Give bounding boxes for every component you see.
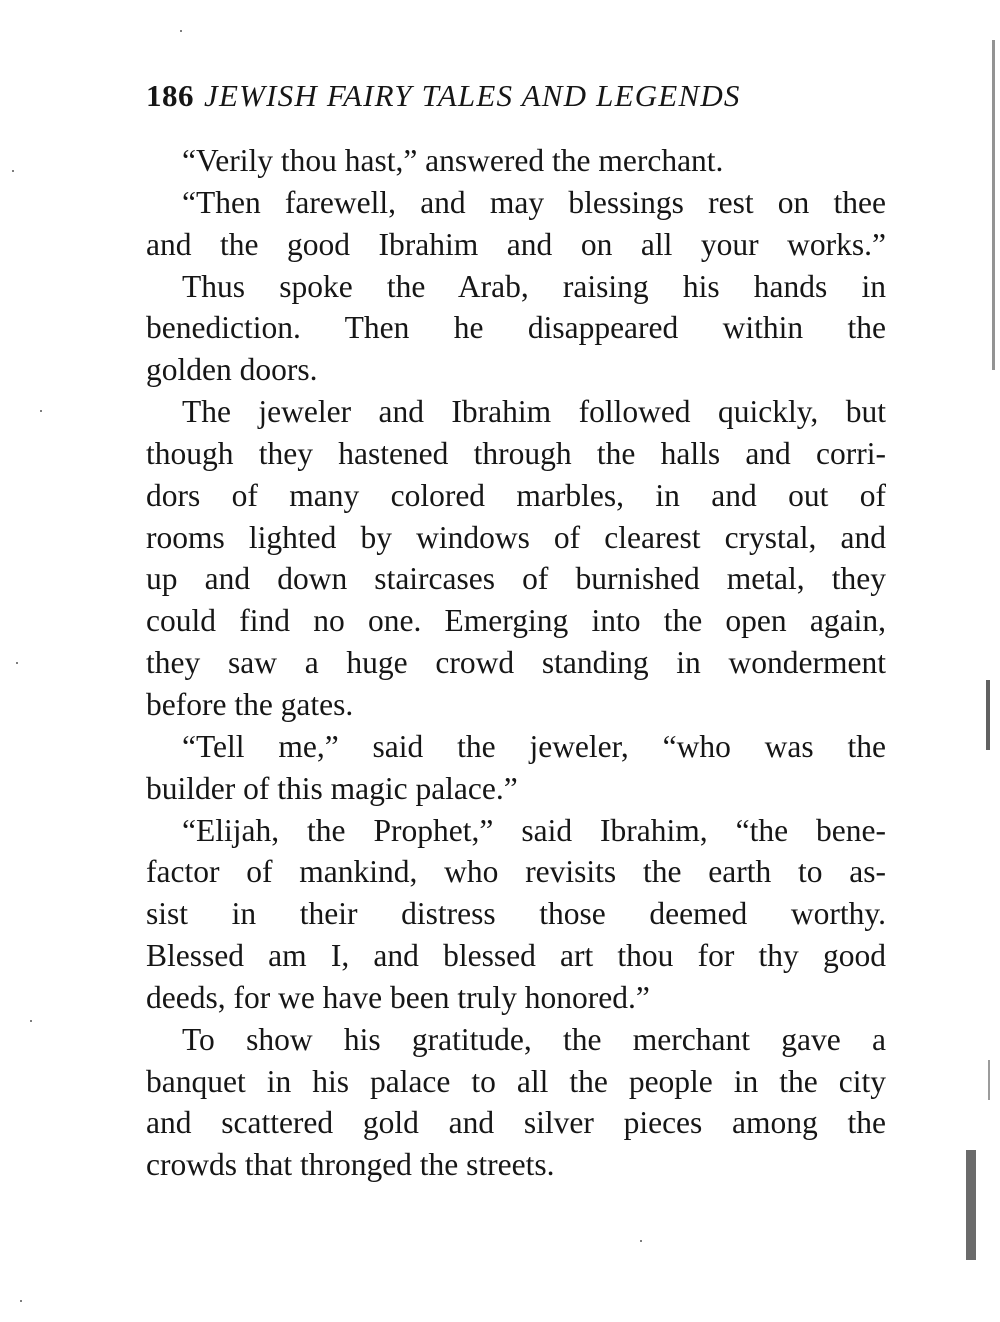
scan-edge-mark [988,1060,990,1100]
text-line: banquet in his palace to all the people in the city [146,1063,886,1099]
text-line: dors of many colored marbles, in and out of [146,477,886,513]
text-line: rooms lighted by windows of clearest crystal, and [146,519,886,555]
text-line: sist in their distress those deemed worthy. [146,896,886,932]
text-line: Blessed am I, and blessed art thou for thy good [146,938,886,974]
text-line: “Tell me,” said the jeweler, “who was the [182,728,886,764]
text-line: Thus spoke the Arab, raising his hands in [182,268,886,304]
text-line: “Then farewell, and may blessings rest on thee [182,184,886,220]
scan-speck [180,30,182,32]
scan-edge-mark [966,1150,976,1260]
text-line: deeds, for we have been truly honored.” [146,979,650,1015]
text-line: though they hastened through the halls and corri- [146,435,886,471]
text-line: crowds that thronged the streets. [146,1147,555,1183]
running-head [146,74,886,118]
scan-speck [640,1240,642,1242]
scan-edge-mark [986,680,990,750]
text-line: “Elijah, the Prophet,” said Ibrahim, “the bene- [182,812,886,848]
text-line: they saw a huge crowd standing in wonderment [146,645,886,681]
text-line: benediction. Then he disappeared within the [146,310,886,346]
text-line: factor of mankind, who revisits the earth to as- [146,854,886,890]
text-line: “Verily thou hast,” answered the merchant. [182,143,724,178]
scan-speck [40,410,42,412]
scan-speck [20,1300,22,1302]
text-line: The jeweler and Ibrahim followed quickly, but [182,394,886,430]
text-line: and the good Ibrahim and on all your works.” [146,226,886,262]
scan-speck [16,662,18,664]
text-line: To show his gratitude, the merchant gave a [182,1021,886,1057]
body-text [146,140,886,1186]
text-line: before the gates. [146,686,354,722]
text-line: and scattered gold and silver pieces among the [146,1105,886,1141]
page-number: 186 [146,78,194,113]
text-line: could find no one. Emerging into the open again, [146,603,886,639]
scan-edge-mark [992,40,995,370]
text-line: builder of this magic palace.” [146,770,518,806]
text-line: up and down staircases of burnished metal, they [146,561,886,597]
scan-speck [30,1020,32,1022]
book-title: JEWISH FAIRY TALES AND LEGENDS [204,78,741,113]
text-line: golden doors. [146,352,318,388]
scan-speck [12,170,14,172]
